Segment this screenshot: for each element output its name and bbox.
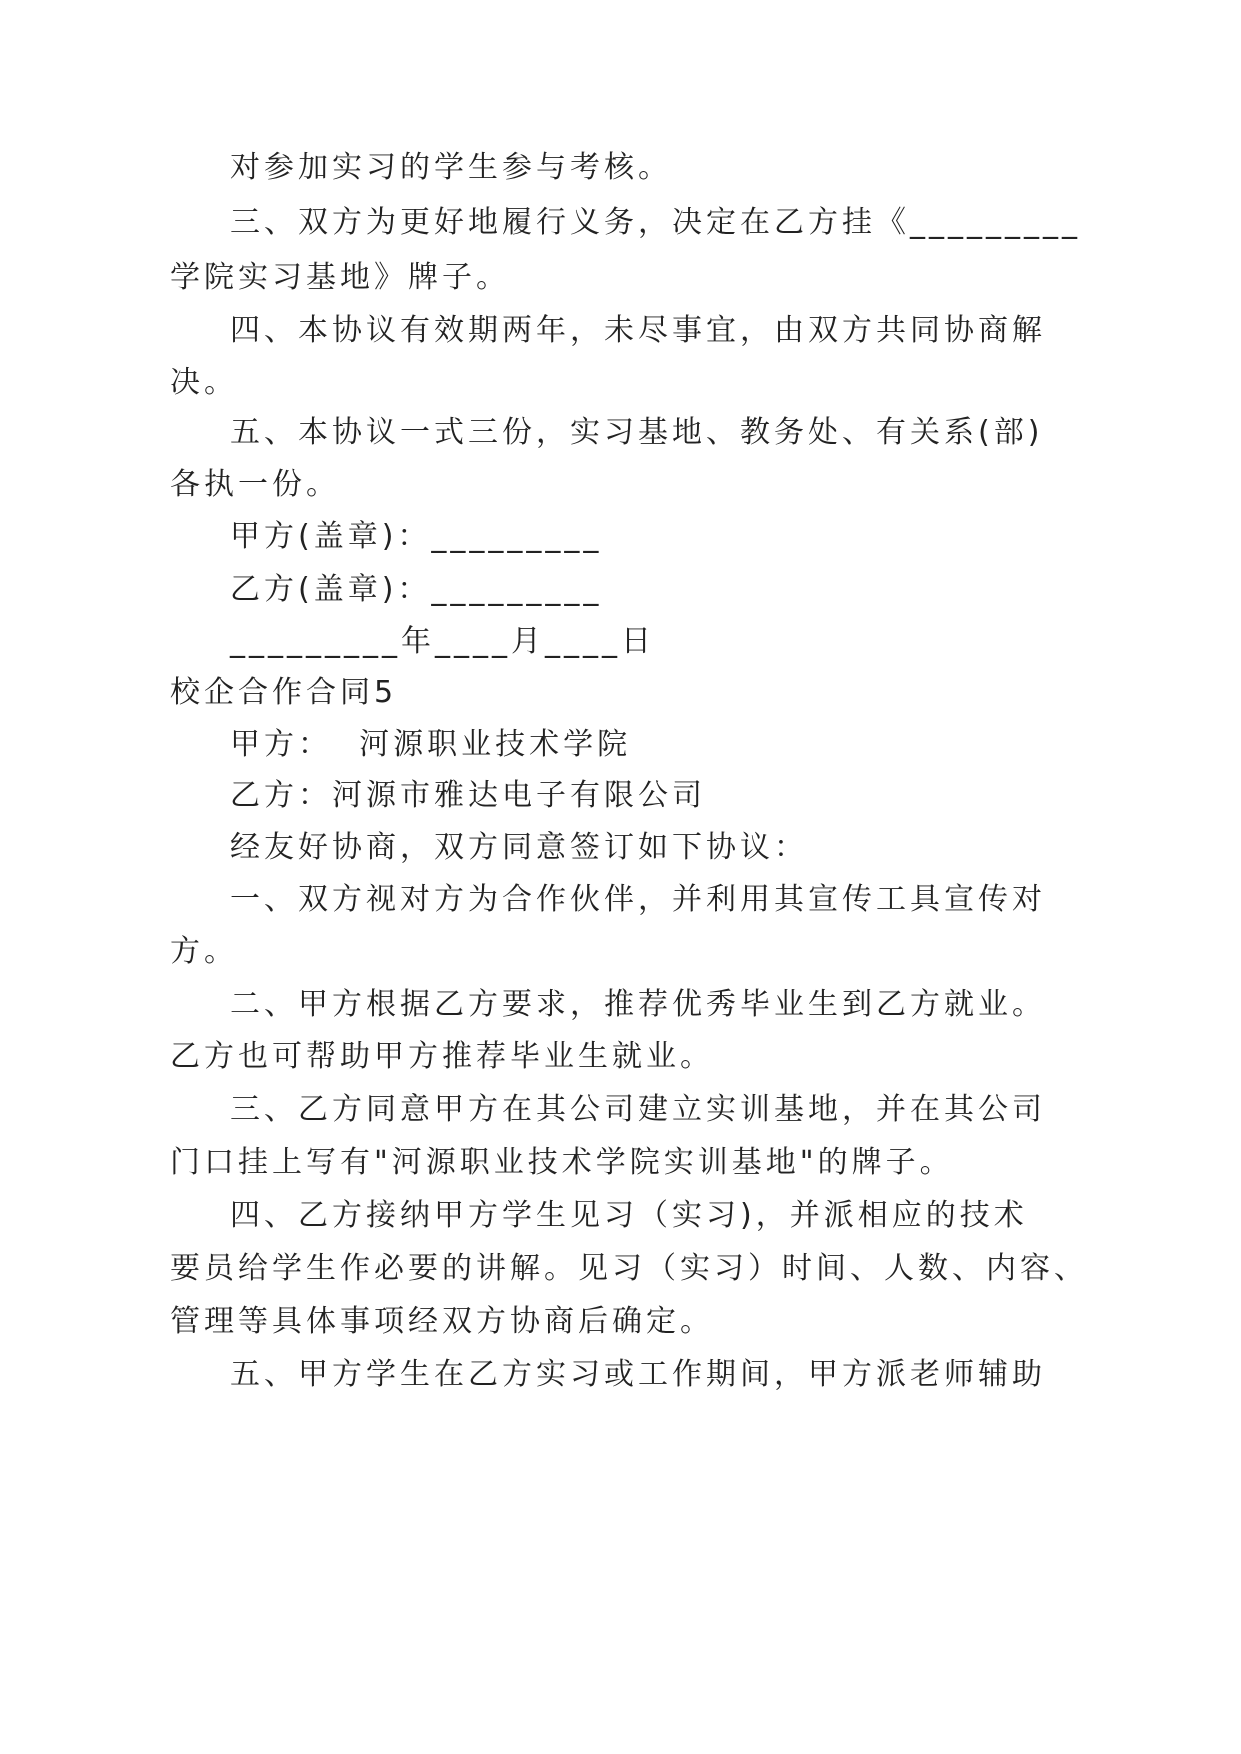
- signature-line-party-b: 乙方(盖章)：_________: [230, 572, 603, 607]
- text-line: 三、乙方同意甲方在其公司建立实训基地，并在其公司: [230, 1092, 1046, 1127]
- text-line: 决。: [170, 365, 238, 400]
- text-line: 要员给学生作必要的讲解。见习（实习）时间、人数、内容、: [170, 1251, 1088, 1286]
- text-line: 四、本协议有效期两年，未尽事宜，由双方共同协商解: [230, 313, 1046, 348]
- text-line: 门口挂上写有"河源职业技术学院实训基地"的牌子。: [170, 1145, 954, 1180]
- text-line: 三、双方为更好地履行义务，决定在乙方挂《_________: [230, 205, 1081, 240]
- text-line: 管理等具体事项经双方协商后确定。: [170, 1304, 714, 1339]
- text-line: 方。: [170, 934, 238, 969]
- text-line: 对参加实习的学生参与考核。: [230, 150, 672, 185]
- date-line: _________年____月____日: [230, 624, 655, 659]
- text-line: 一、双方视对方为合作伙伴，并利用其宣传工具宣传对: [230, 882, 1046, 917]
- text-line: 学院实习基地》牌子。: [170, 260, 510, 295]
- signature-line-party-a: 甲方(盖章)：_________: [230, 519, 603, 554]
- text-line: 四、乙方接纳甲方学生见习（实习)，并派相应的技术: [230, 1198, 1028, 1233]
- text-line: 乙方也可帮助甲方推荐毕业生就业。: [170, 1039, 714, 1074]
- party-a: 甲方： 河源职业技术学院: [230, 727, 632, 762]
- party-b: 乙方：河源市雅达电子有限公司: [230, 778, 706, 813]
- text-line: 经友好协商，双方同意签订如下协议：: [230, 830, 808, 865]
- text-line: 各执一份。: [170, 467, 340, 502]
- text-line: 五、本协议一式三份，实习基地、教务处、有关系(部): [230, 415, 1044, 450]
- text-line: 五、甲方学生在乙方实习或工作期间，甲方派老师辅助: [230, 1357, 1046, 1392]
- section-title: 校企合作合同5: [170, 675, 398, 710]
- text-line: 二、甲方根据乙方要求，推荐优秀毕业生到乙方就业。: [230, 987, 1046, 1022]
